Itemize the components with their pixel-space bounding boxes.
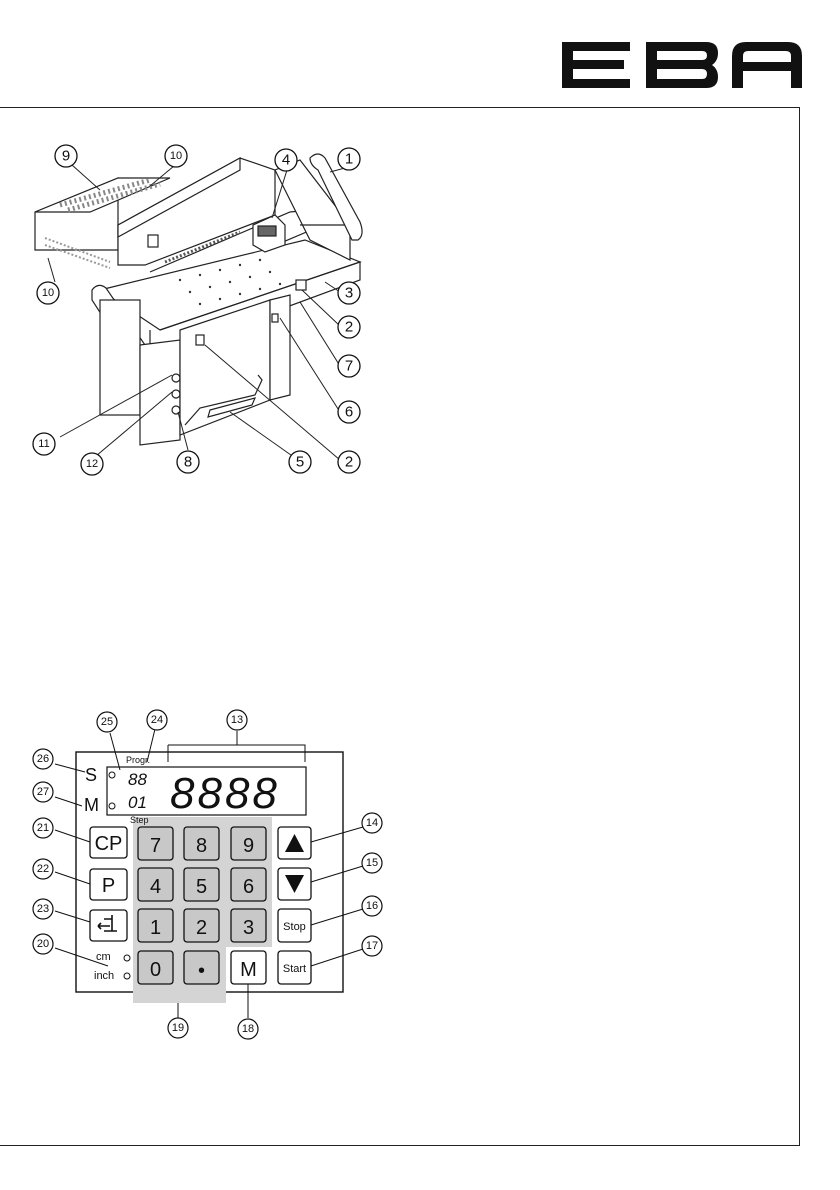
svg-text:8: 8 (195, 835, 208, 857)
step-display: 01 (128, 793, 147, 812)
callout-21: 21 (36, 822, 50, 834)
svg-text:Start: Start (282, 963, 307, 975)
svg-text:1: 1 (149, 917, 162, 939)
cm-label: cm (96, 951, 111, 963)
inch-led (124, 973, 130, 979)
callout-17: 17 (365, 940, 379, 952)
callout-2-lower: 2 (344, 453, 354, 471)
callout-3: 3 (344, 284, 354, 302)
progr-label: Progr. (126, 755, 151, 765)
callout-20: 20 (36, 938, 50, 950)
callout-24: 24 (150, 714, 164, 726)
callout-22: 22 (36, 863, 50, 875)
callout-26: 26 (36, 753, 50, 765)
decimal-point-key[interactable] (184, 951, 219, 984)
key-1[interactable] (138, 909, 173, 942)
key-5[interactable] (184, 868, 219, 901)
callout-1: 1 (344, 150, 354, 168)
svg-text:0: 0 (149, 959, 162, 981)
inch-label: inch (94, 970, 115, 982)
program-display: 88 (128, 770, 147, 789)
key-9[interactable] (231, 827, 266, 860)
m-label: M (84, 795, 99, 815)
enter-key[interactable] (90, 910, 127, 941)
key-7[interactable] (138, 827, 173, 860)
callout-14: 14 (365, 817, 379, 829)
p-key[interactable] (90, 869, 127, 900)
svg-text:P: P (101, 875, 116, 897)
svg-text:6: 6 (242, 876, 255, 898)
svg-text:7: 7 (149, 835, 162, 857)
callout-12: 12 (85, 458, 99, 470)
callout-6: 6 (344, 403, 354, 421)
cp-key[interactable] (90, 827, 127, 858)
callout-2-upper: 2 (344, 318, 354, 336)
arrow-down-key[interactable] (278, 868, 311, 900)
main-display: 8888 (170, 769, 280, 818)
callout-8: 8 (183, 453, 193, 471)
key-6[interactable] (231, 868, 266, 901)
start-key[interactable] (278, 951, 311, 984)
callout-4: 4 (281, 151, 291, 169)
stop-key[interactable] (278, 909, 311, 942)
memory-key[interactable] (231, 951, 266, 984)
callout-11: 11 (38, 438, 50, 450)
key-4[interactable] (138, 868, 173, 901)
callout-27: 27 (36, 786, 50, 798)
svg-text:2: 2 (195, 917, 208, 939)
callout-5: 5 (295, 453, 305, 471)
callout-16: 16 (365, 900, 379, 912)
key-8[interactable] (184, 827, 219, 860)
callout-10-bottom: 10 (41, 287, 55, 299)
callout-18: 18 (241, 1023, 255, 1035)
svg-text:CP: CP (94, 833, 123, 855)
svg-text:•: • (197, 960, 206, 982)
svg-text:4: 4 (149, 876, 162, 898)
svg-text:M: M (240, 959, 257, 981)
key-0[interactable] (138, 951, 173, 984)
key-2[interactable] (184, 909, 219, 942)
svg-text:9: 9 (242, 835, 255, 857)
callout-25: 25 (100, 716, 114, 728)
svg-text:3: 3 (242, 917, 255, 939)
svg-text:Stop: Stop (283, 921, 306, 933)
callout-19: 19 (171, 1022, 185, 1034)
callout-13: 13 (230, 714, 244, 726)
callout-10-top: 10 (169, 150, 183, 162)
s-label: S (85, 765, 98, 785)
callout-9: 9 (61, 147, 71, 165)
callout-7: 7 (344, 357, 354, 375)
cm-led (124, 955, 130, 961)
key-3[interactable] (231, 909, 266, 942)
svg-text:5: 5 (195, 876, 208, 898)
callout-15: 15 (365, 857, 379, 869)
step-label: Step (130, 815, 149, 825)
callout-23: 23 (36, 903, 50, 915)
arrow-up-key[interactable] (278, 827, 311, 859)
